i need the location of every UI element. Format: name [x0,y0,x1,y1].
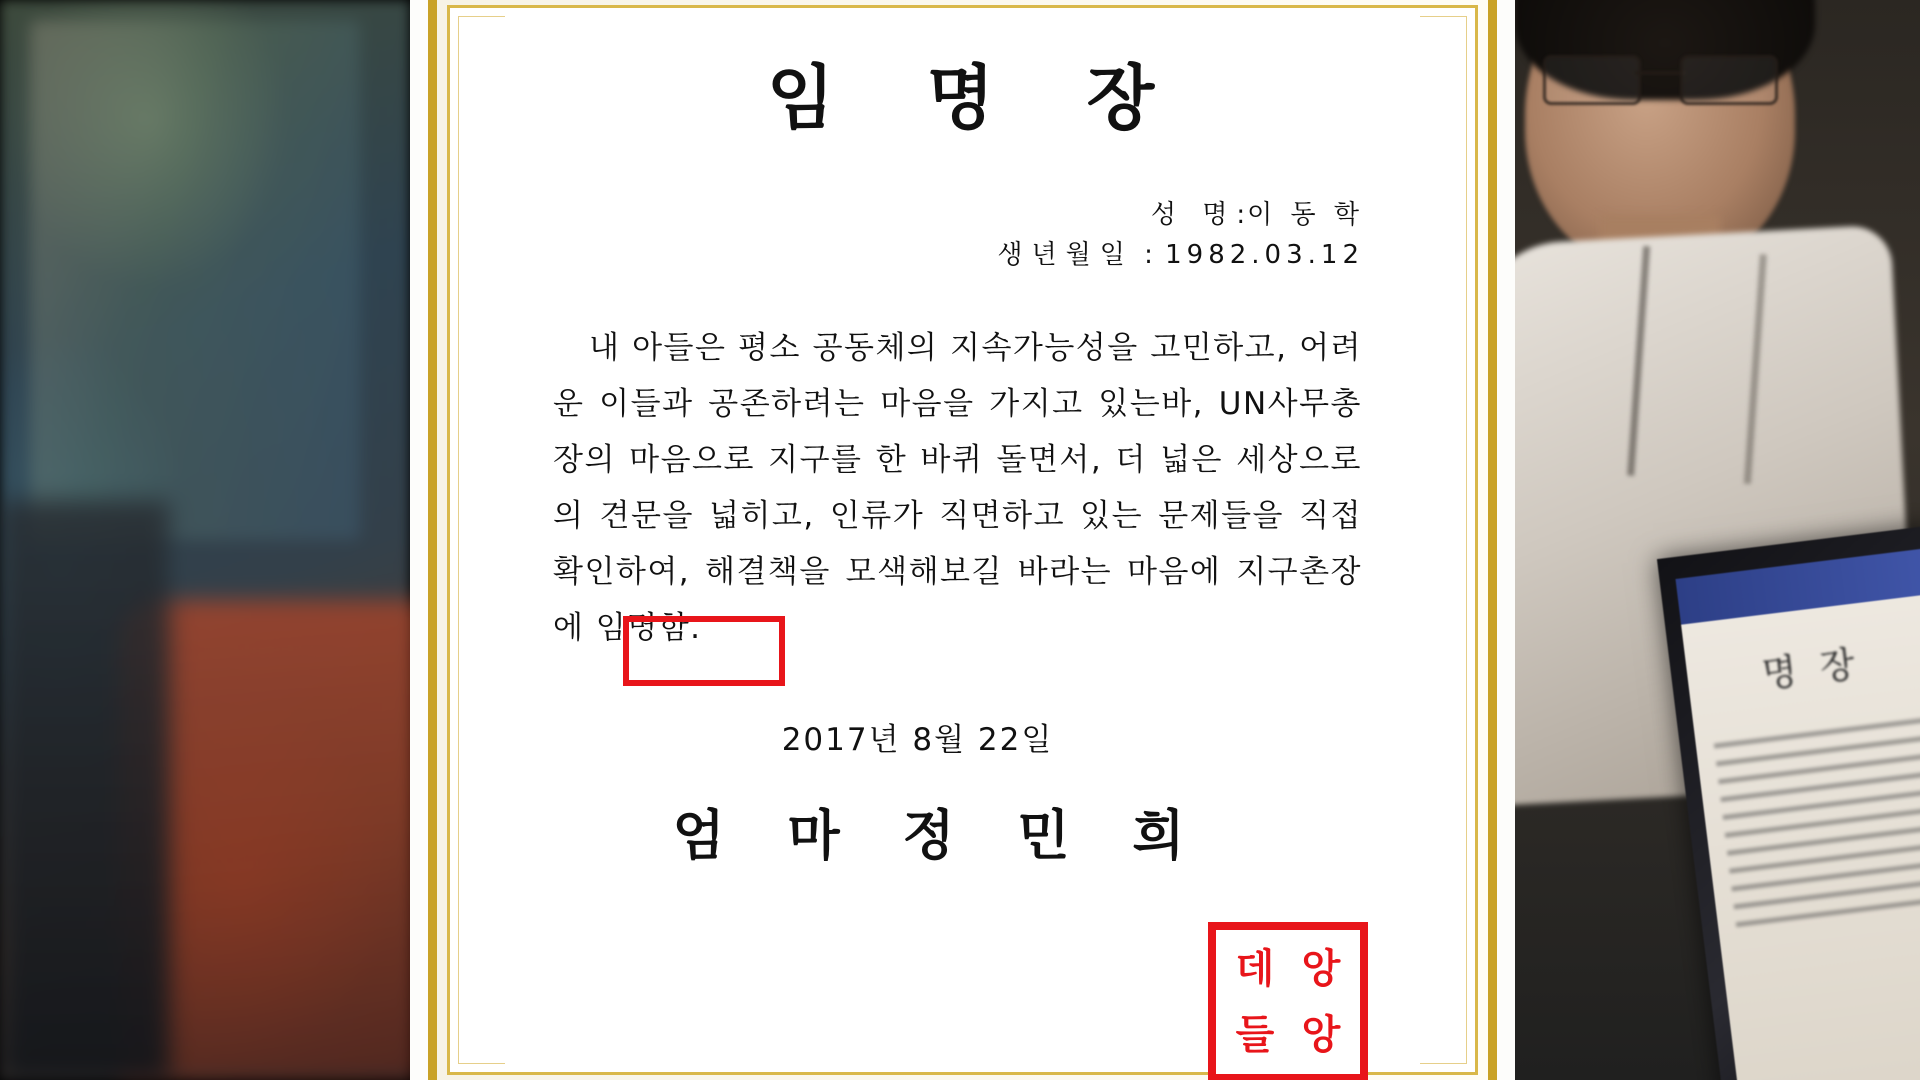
seal-char-3: 들 [1235,1011,1275,1058]
seal-char-2: 앙 [1301,945,1341,992]
page-title: 임 명 장 [766,56,1189,139]
background-left-photo [0,0,410,1080]
held-frame-title: 명 장 [1759,643,1864,697]
certificate-gold-border-outer [428,0,1497,1080]
issue-date: 2017년 8월 22일 [781,721,1054,758]
signature-line: 엄 마 정 민 희 [672,802,1207,867]
field-name-label: 성 명 [1150,200,1237,230]
field-birthdate-label: 생년월일 [997,240,1134,271]
field-birthdate-separator: : [1144,240,1155,271]
certificate-body [553,320,1362,656]
certificate-body-paragraph: 내 아들은 평소 공동체의 지속가능성을 고민하고, 어려운 이들과 공존하려는 마음을 가지고 있는바, UN사무총장의 마음으로 지구를 한 바퀴 돌면서, 더 넓은 세상으로의 견문을 넓히고, 인류가 직면하고 있는 문제들을 직접 확인하여, 해결책을 모색해보길 바라는 마음에 지구촌장에 임명함. [553,329,1362,646]
background-right-photo [1515,0,1920,1080]
blurred-person-silhouette [0,500,170,1080]
held-framed-certificate [1657,525,1920,1080]
seal-char-4: 앙 [1301,1011,1341,1058]
field-name-value: 이 동 학 [1247,200,1364,230]
recipient-fields [505,195,1420,276]
lanyard [1627,246,1767,484]
certificate-document [410,0,1515,1080]
field-birthdate [505,235,1364,275]
glasses-icon [1543,55,1778,101]
certificate-page [505,8,1420,1072]
held-frame-text-lines [1714,718,1920,940]
blurred-world-map [30,20,360,540]
field-name-separator: : [1236,200,1248,230]
field-name [505,195,1364,235]
seal-char-1: 데 [1235,945,1275,992]
field-birthdate-value: 1982.03.12 [1165,240,1364,271]
certificate-gold-border-inner [447,5,1478,1075]
official-seal [1208,922,1368,1080]
